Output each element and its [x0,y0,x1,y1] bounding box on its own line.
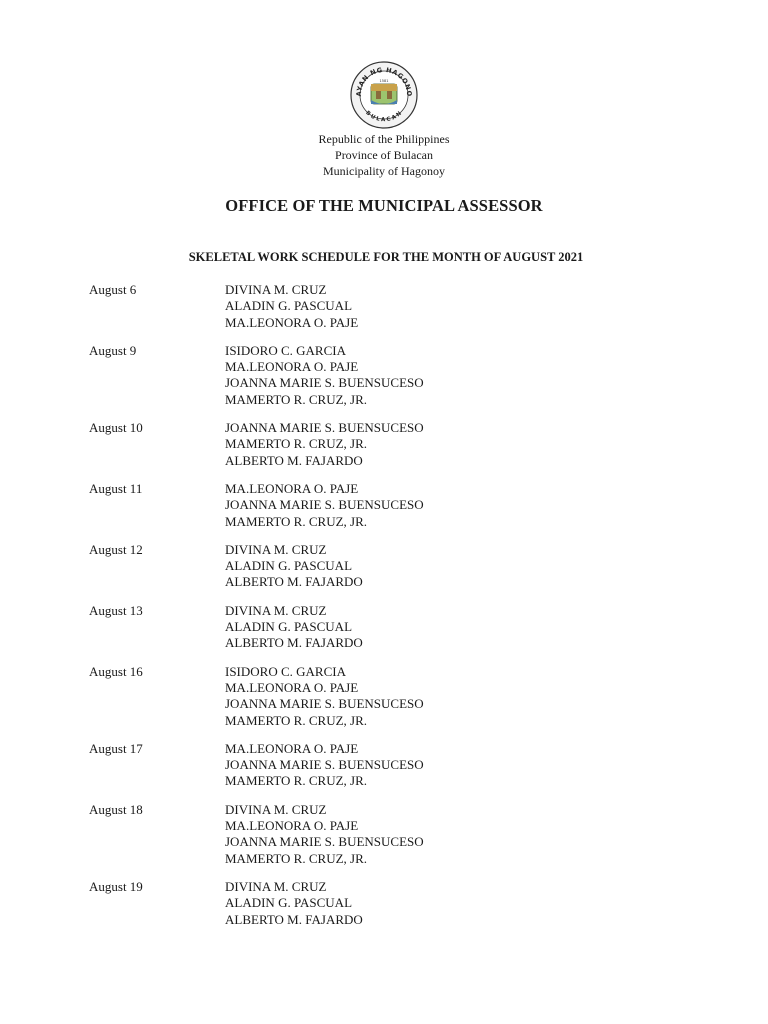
staff-name: MAMERTO R. CRUZ, JR. [225,712,368,728]
staff-name: MAMERTO R. CRUZ, JR. [225,773,368,789]
schedule-entry [89,542,689,591]
staff-name: MAMERTO R. CRUZ, JR. [225,850,368,866]
staff-name: ALBERTO M. FAJARDO [225,635,363,651]
staff-name: JOANNA MARIE S. BUENSUCESO [225,420,424,436]
entry-date: August 12 [89,541,143,557]
entry-names [225,603,363,652]
staff-name: MAMERTO R. CRUZ, JR. [225,391,368,407]
staff-name: ALADIN G. PASCUAL [225,895,353,911]
staff-name: ALADIN G. PASCUAL [225,298,353,314]
staff-name: MAMERTO R. CRUZ, JR. [225,436,368,452]
entry-date: August 13 [89,602,143,618]
staff-name: MAMERTO R. CRUZ, JR. [225,513,368,529]
staff-name: ISIDORO C. GARCIA [225,342,346,358]
staff-name: DIVINA M. CRUZ [225,878,327,894]
svg-text:BAYAN NG HAGONOY: AYAN NG HAGONO [354,65,414,97]
staff-name: DIVINA M. CRUZ [225,602,327,618]
entry-date: August 6 [89,282,137,297]
staff-name: MA.LEONORA O. PAJE [225,480,359,496]
entry-names [225,664,424,729]
entry-date: August 19 [89,878,143,894]
entry-names [225,343,424,408]
schedule-entry [89,603,689,652]
schedule-entry [89,481,689,530]
staff-name: JOANNA MARIE S. BUENSUCESO [225,696,424,712]
staff-name: JOANNA MARIE S. BUENSUCESO [225,757,424,773]
header-country: Republic of the Philippines [318,132,450,146]
staff-name: ALBERTO M. FAJARDO [225,911,363,927]
entry-names [225,282,358,331]
schedule-entry [89,664,689,729]
schedule-entry [89,741,689,790]
office-title: OFFICE OF THE MUNICIPAL ASSESSOR [225,196,543,215]
staff-name: MA.LEONORA O. PAJE [225,359,359,375]
entry-names [225,420,424,469]
entry-names [225,741,424,790]
entry-date: August 17 [89,740,143,756]
staff-name: ALBERTO M. FAJARDO [225,452,363,468]
schedule-list [89,282,689,940]
entry-date: August 18 [89,801,143,817]
entry-date: August 9 [89,342,137,358]
staff-name: MA.LEONORA O. PAJE [225,740,359,756]
schedule-entry [89,879,689,928]
header-province: Province of Bulacan [335,148,433,162]
staff-name: DIVINA M. CRUZ [225,801,327,817]
staff-name: DIVINA M. CRUZ [225,282,327,297]
schedule-entry [89,282,689,331]
staff-name: MA.LEONORA O. PAJE [225,679,359,695]
schedule-entry [89,420,689,469]
entry-date: August 10 [89,420,143,436]
municipal-seal [349,60,419,130]
schedule-title: SKELETAL WORK SCHEDULE FOR THE MONTH OF AUGUST 2021 [188,250,584,264]
staff-name: MA.LEONORA O. PAJE [225,818,359,834]
staff-name: ALBERTO M. FAJARDO [225,574,363,590]
header-municipality: Municipality of Hagonoy [323,164,445,178]
entry-date: August 11 [89,480,143,496]
staff-name: MA.LEONORA O. PAJE [225,314,359,330]
entry-names [225,879,363,928]
entry-names [225,802,424,867]
svg-text:BULACAN: BULACAN [364,110,404,124]
staff-name: DIVINA M. CRUZ [225,541,327,557]
staff-name: JOANNA MARIE S. BUENSUCESO [225,834,424,850]
entry-date: August 16 [89,663,143,679]
staff-name: ALADIN G. PASCUAL [225,558,353,574]
letterhead [0,131,768,179]
schedule-entry [89,802,689,867]
staff-name: JOANNA MARIE S. BUENSUCESO [225,375,424,391]
staff-name: ALADIN G. PASCUAL [225,619,353,635]
staff-name: JOANNA MARIE S. BUENSUCESO [225,497,424,513]
staff-name: ISIDORO C. GARCIA [225,663,346,679]
schedule-entry [89,343,689,408]
entry-names [225,481,424,530]
entry-names [225,542,363,591]
svg-text:1581: 1581 [379,79,389,83]
